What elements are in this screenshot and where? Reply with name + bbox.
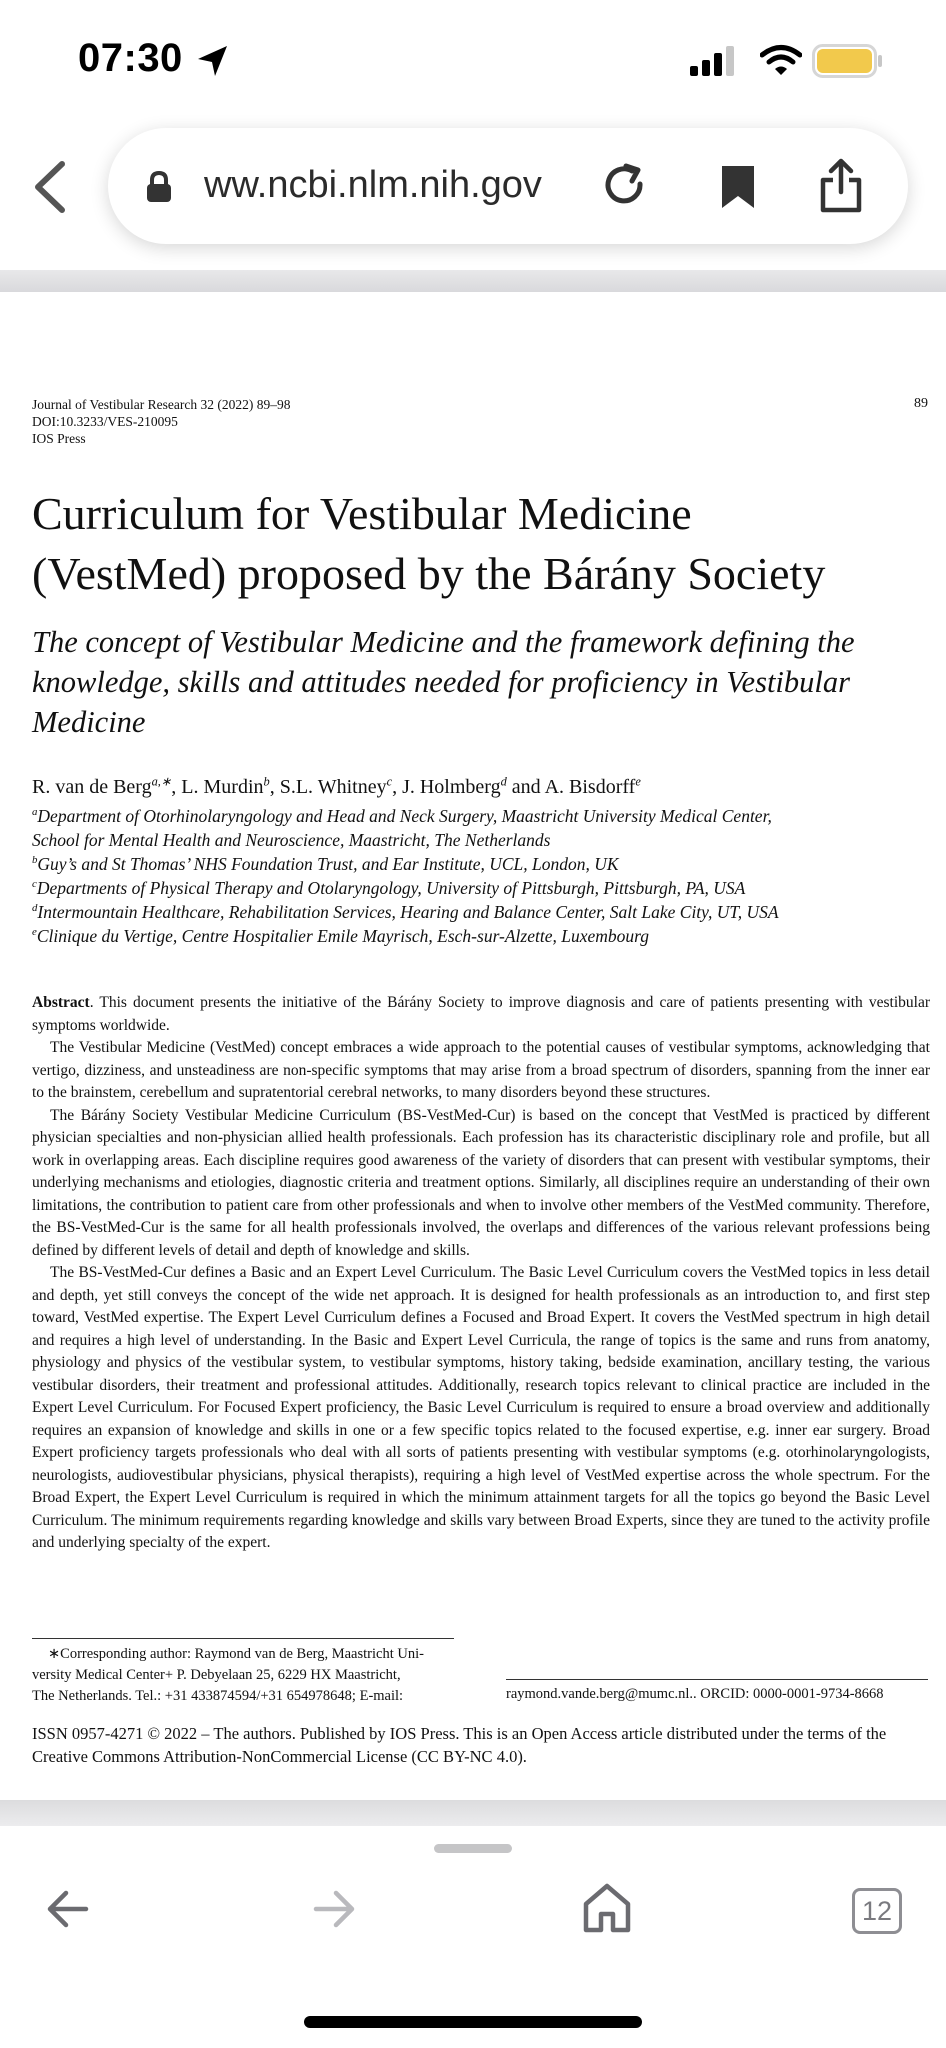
abstract-label: Abstract [32,994,90,1011]
author-name: J. Holmberg [402,776,501,798]
footnote-line: The Netherlands. Tel.: +31 433874594/+31 654978648; E-mail: [32,1688,404,1704]
affiliation-line [32,876,932,900]
affiliation-sup: a [32,806,38,819]
affiliation-line [32,900,932,924]
author-sep: and [506,776,545,798]
author-sep: , [171,776,182,798]
toolbar-divider [0,270,946,292]
home-icon[interactable] [582,1882,632,1934]
nav-forward-icon[interactable] [312,1886,358,1932]
affiliation-text: Department of Otorhinolaryngology and Head and Neck Surgery, Maastricht University Medical Center, [37,806,772,826]
author-name: R. van de Berg [32,776,152,798]
title-line: (VestMed) proposed by the Bárány Society [32,548,826,599]
author-name: S.L. Whitney [279,776,387,798]
battery-icon [812,44,884,78]
corresponding-author-footnote [32,1644,456,1707]
address-bar[interactable] [108,128,908,244]
affiliation-line [32,804,932,828]
footnote-rule [506,1679,928,1680]
affiliations [32,804,932,948]
abstract [32,992,930,1555]
abstract-paragraph [32,992,930,1037]
bookmark-icon[interactable] [720,164,756,210]
affiliation-sup: c [32,878,37,891]
footnote-line: ∗Corresponding author: Raymond van de Berg, Maastricht Uni- [48,1646,424,1662]
abstract-text: . This document presents the initiative of the Bárány Society to improve diagnosis and care of patients presenting with vestibular symptoms worldwide. [32,994,930,1034]
affiliation-text: Guy’s and St Thomas’ NHS Foundation Trust, and Ear Institute, UCL, London, UK [37,854,619,874]
page-divider [0,1800,946,1826]
location-arrow-icon [196,44,230,78]
article-title [32,484,922,604]
affiliation-sup: e [32,926,37,939]
author-sup: c [386,774,393,789]
status-time: 07:30 [78,36,183,80]
author-sup: a,∗ [151,774,172,789]
page-number: 89 [914,396,928,411]
journal-meta [32,396,290,447]
footnote-line: versity Medical Center+ P. Debyelaan 25, 6229 HX Maastricht, [32,1667,401,1683]
author-sup: e [635,774,641,789]
title-line: Curriculum for Vestibular Medicine [32,488,692,539]
affiliation-line [32,828,932,852]
back-chevron-icon[interactable] [30,160,70,214]
author-name: L. Murdin [181,776,264,798]
affiliation-sup: b [32,854,38,867]
wifi-icon [760,44,802,76]
affiliation-line [32,852,932,876]
status-bar [0,0,946,120]
affiliation-line [32,924,932,948]
journal-doi: DOI:10.3233/VES-210095 [32,414,178,429]
journal-publisher: IOS Press [32,431,86,446]
affiliation-text: School for Mental Health and Neuroscience, Maastricht, The Netherlands [32,830,551,850]
journal-citation: Journal of Vestibular Research 32 (2022) 89–98 [32,397,291,412]
author-sup: b [263,774,270,789]
nav-back-icon[interactable] [44,1886,90,1932]
footnote-email[interactable]: raymond.vande.berg@mumc.nl.. ORCID: 0000-0001-9734-8668 [506,1686,884,1702]
pdf-page [0,292,946,1800]
abstract-paragraph: The Vestibular Medicine (VestMed) concept embraces a wide approach to the potential causes of vestibular symptoms, acknowledging that vertigo, dizziness, and unsteadiness are non-specific symptoms that may arise from a broad spectrum of disorders, spanning from the inner ear to the brainstem, cerebellum and supratentorial cerebral networks, to many disorders beyond these structures. [32,1039,930,1101]
abstract-paragraph: The Bárány Society Vestibular Medicine Curriculum (BS-VestMed-Cur) is based on the concept that VestMed is practiced by different physician specialties and non-physician allied health professionals. Each profession has its characteristic disciplinary role and profile, but all work in overlapping areas. Each discipline requires good awareness of the variety of disorders that can present with vestibular symptoms, their underlying mechanisms and etiologies, diagnostic criteria and treatment options. Similarly, all disciplines require an understanding of their own limitations, the contribution to patient care from other professionals and when to involve other members of the VestMed community. Therefore, the BS-VestMed-Cur is the same for all health professionals involved, the overlaps and differences of the various relevant professions being defined by different levels of detail and depth of knowledge and skills. [32,1106,930,1259]
affiliation-sup: d [32,902,38,915]
license-statement: ISSN 0957-4271 © 2022 – The authors. Published by IOS Press. This is an Open Access article distributed under the terms of the Creative Commons Attribution-NonCommercial License (CC BY-NC 4.0). [32,1724,887,1766]
share-icon[interactable] [818,158,864,214]
tabs-count-button[interactable]: 12 [852,1888,902,1934]
sheet-handle[interactable] [434,1844,512,1853]
footnote-rule [32,1638,454,1639]
author-sup: d [500,774,507,789]
author-sep: , [392,776,403,798]
author-sep: , [269,776,280,798]
article-subtitle: The concept of Vestibular Medicine and the framework defining the knowledge, skills and attitudes needed for proficiency in Vestibular Medicine [32,625,855,739]
home-indicator[interactable] [304,2016,642,2028]
abstract-paragraph: The BS-VestMed-Cur defines a Basic and an Expert Level Curriculum. The Basic Level Curriculum covers the VestMed topics in less detail and depth, yet still conveys the concept of the wide net approach. It is designed for health professionals as an introduction to, and first step toward, VestMed expertise. The Expert Level Curriculum defines a Focused and Broad Expert. It covers the VestMed spectrum in high detail and requires a high level of understanding. In the Basic and Expert Level Curricula, the range of topics is the same and runs from anatomy, physiology and physics of the vestibular system, to vestibular symptoms, history taking, bedside examination, ancillary testing, the various vestibular disorders, their treatment and professional attitudes. Additionally, research topics relevant to clinical practice are included in the Expert Level Curriculum. For Focused Expert proficiency, the Basic Level Curriculum is required to ensure a broad overview and additionally requires an expansion of knowledge and skills in one or a few specific topics related to the focused expertise, e.g. inner ear surgery. Broad Expert proficiency targets professionals who deal with all sorts of patients presenting with vestibular symptoms (e.g. otorhinolaryngologists, neurologists, audiovestibular physicians, physical therapists), requiring a high level of VestMed expertise across the whole spectrum. For the Broad Expert, the Expert Level Curriculum is required in which the minimum attainment targets for all the topics go beyond the Basic Level Curriculum. The minimum requirements regarding knowledge and skills vary between Broad Experts, since they are tuned to the activity profile and underlying specialty of the expert. [32,1264,930,1551]
author-list [32,776,641,799]
affiliation-text: Intermountain Healthcare, Rehabilitation Services, Hearing and Balance Center, Salt Lake City, UT, USA [37,902,779,922]
affiliation-text: Clinique du Vertige, Centre Hospitalier Emile Mayrisch, Esch-sur-Alzette, Luxembourg [36,926,650,946]
author-name: A. Bisdorff [544,776,636,798]
reload-icon[interactable] [602,162,648,210]
affiliation-text: Departments of Physical Therapy and Otolaryngology, University of Pittsburgh, Pittsburgh, PA, USA [36,878,746,898]
cellular-signal-icon [690,46,736,76]
lock-icon [146,171,172,203]
url-text[interactable]: ww.ncbi.nlm.nih.gov [204,164,542,206]
